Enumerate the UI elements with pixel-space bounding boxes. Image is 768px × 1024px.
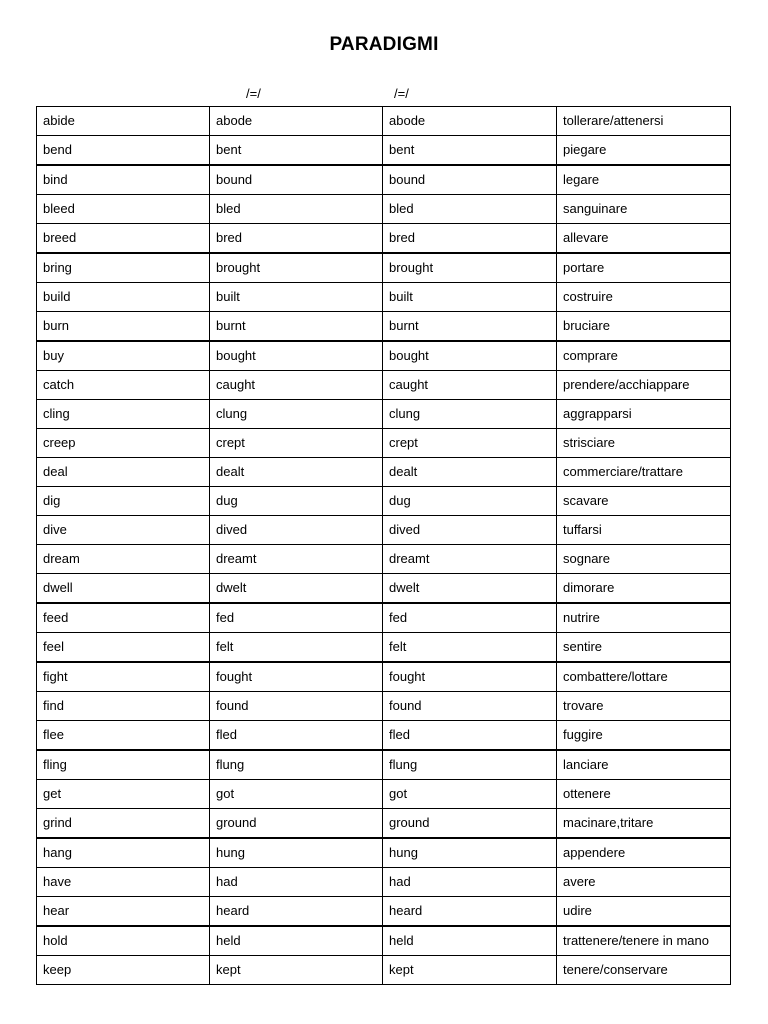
cell-translation: portare [557, 253, 731, 283]
cell-base-form: build [37, 283, 210, 312]
cell-base-form: feed [37, 603, 210, 633]
table-row [37, 780, 731, 809]
cell-past-simple: dreamt [210, 545, 383, 574]
cell-base-form: bring [37, 253, 210, 283]
cell-translation: tollerare/attenersi [557, 107, 731, 136]
cell-translation: udire [557, 897, 731, 927]
table-row [37, 838, 731, 868]
verb-table-body [37, 107, 731, 985]
cell-past-simple: dwelt [210, 574, 383, 604]
cell-past-participle: flung [383, 750, 557, 780]
cell-translation: macinare,tritare [557, 809, 731, 839]
cell-translation: costruire [557, 283, 731, 312]
cell-past-participle: dreamt [383, 545, 557, 574]
cell-past-participle: dived [383, 516, 557, 545]
table-row [37, 283, 731, 312]
column-marker-past: /=/ [246, 86, 261, 101]
table-row [37, 721, 731, 751]
cell-past-participle: burnt [383, 312, 557, 342]
table-row [37, 195, 731, 224]
cell-past-participle: bought [383, 341, 557, 371]
cell-past-simple: dived [210, 516, 383, 545]
cell-base-form: bind [37, 165, 210, 195]
cell-past-participle: bound [383, 165, 557, 195]
table-row [37, 487, 731, 516]
table-row [37, 662, 731, 692]
cell-past-simple: brought [210, 253, 383, 283]
cell-past-simple: bred [210, 224, 383, 254]
cell-past-simple: dug [210, 487, 383, 516]
cell-translation: appendere [557, 838, 731, 868]
cell-base-form: dream [37, 545, 210, 574]
table-row [37, 107, 731, 136]
cell-base-form: cling [37, 400, 210, 429]
table-row [37, 545, 731, 574]
column-marker-participle: /=/ [394, 86, 409, 101]
cell-past-simple: fought [210, 662, 383, 692]
cell-translation: piegare [557, 136, 731, 166]
cell-past-participle: bred [383, 224, 557, 254]
cell-translation: trattenere/tenere in mano [557, 926, 731, 956]
cell-past-participle: felt [383, 633, 557, 663]
table-row [37, 897, 731, 927]
cell-past-participle: bent [383, 136, 557, 166]
table-row [37, 312, 731, 342]
cell-past-simple: bought [210, 341, 383, 371]
cell-translation: tenere/conservare [557, 956, 731, 985]
cell-translation: aggrapparsi [557, 400, 731, 429]
cell-base-form: keep [37, 956, 210, 985]
cell-past-participle: dealt [383, 458, 557, 487]
cell-translation: trovare [557, 692, 731, 721]
cell-past-participle: dwelt [383, 574, 557, 604]
cell-past-simple: found [210, 692, 383, 721]
table-row [37, 165, 731, 195]
cell-translation: allevare [557, 224, 731, 254]
cell-translation: dimorare [557, 574, 731, 604]
cell-base-form: bend [37, 136, 210, 166]
cell-past-simple: had [210, 868, 383, 897]
cell-past-participle: bled [383, 195, 557, 224]
cell-past-participle: held [383, 926, 557, 956]
cell-past-participle: caught [383, 371, 557, 400]
cell-past-participle: brought [383, 253, 557, 283]
cell-base-form: catch [37, 371, 210, 400]
table-row [37, 136, 731, 166]
cell-translation: nutrire [557, 603, 731, 633]
cell-base-form: hear [37, 897, 210, 927]
cell-past-simple: heard [210, 897, 383, 927]
cell-base-form: fling [37, 750, 210, 780]
cell-translation: commerciare/trattare [557, 458, 731, 487]
cell-past-simple: fed [210, 603, 383, 633]
cell-base-form: breed [37, 224, 210, 254]
cell-past-participle: kept [383, 956, 557, 985]
cell-past-simple: dealt [210, 458, 383, 487]
cell-past-participle: built [383, 283, 557, 312]
cell-base-form: flee [37, 721, 210, 751]
cell-translation: avere [557, 868, 731, 897]
cell-translation: prendere/acchiappare [557, 371, 731, 400]
cell-translation: bruciare [557, 312, 731, 342]
cell-base-form: find [37, 692, 210, 721]
cell-base-form: dig [37, 487, 210, 516]
cell-translation: scavare [557, 487, 731, 516]
cell-past-participle: clung [383, 400, 557, 429]
cell-past-simple: fled [210, 721, 383, 751]
cell-translation: strisciare [557, 429, 731, 458]
table-row [37, 400, 731, 429]
cell-past-participle: found [383, 692, 557, 721]
cell-past-participle: hung [383, 838, 557, 868]
table-row [37, 633, 731, 663]
cell-past-simple: burnt [210, 312, 383, 342]
cell-translation: legare [557, 165, 731, 195]
cell-past-simple: built [210, 283, 383, 312]
cell-translation: sentire [557, 633, 731, 663]
table-row [37, 692, 731, 721]
cell-base-form: burn [37, 312, 210, 342]
cell-past-participle: got [383, 780, 557, 809]
table-row [37, 429, 731, 458]
cell-past-participle: dug [383, 487, 557, 516]
cell-base-form: dive [37, 516, 210, 545]
table-row [37, 926, 731, 956]
cell-base-form: have [37, 868, 210, 897]
cell-base-form: hang [37, 838, 210, 868]
cell-past-participle: fed [383, 603, 557, 633]
cell-past-simple: hung [210, 838, 383, 868]
table-row [37, 809, 731, 839]
table-row [37, 603, 731, 633]
cell-base-form: get [37, 780, 210, 809]
cell-base-form: abide [37, 107, 210, 136]
cell-past-simple: bound [210, 165, 383, 195]
cell-past-participle: abode [383, 107, 557, 136]
cell-past-simple: clung [210, 400, 383, 429]
cell-base-form: bleed [37, 195, 210, 224]
cell-base-form: dwell [37, 574, 210, 604]
cell-past-simple: bent [210, 136, 383, 166]
page-title: PARADIGMI [329, 34, 439, 55]
cell-base-form: fight [37, 662, 210, 692]
cell-past-participle: fought [383, 662, 557, 692]
cell-past-simple: caught [210, 371, 383, 400]
table-row [37, 868, 731, 897]
cell-past-participle: heard [383, 897, 557, 927]
cell-base-form: hold [37, 926, 210, 956]
cell-past-simple: kept [210, 956, 383, 985]
cell-base-form: grind [37, 809, 210, 839]
table-row [37, 371, 731, 400]
cell-past-simple: ground [210, 809, 383, 839]
cell-base-form: deal [37, 458, 210, 487]
cell-past-simple: abode [210, 107, 383, 136]
cell-past-simple: held [210, 926, 383, 956]
cell-base-form: buy [37, 341, 210, 371]
cell-past-simple: crept [210, 429, 383, 458]
cell-translation: tuffarsi [557, 516, 731, 545]
cell-past-participle: crept [383, 429, 557, 458]
cell-translation: lanciare [557, 750, 731, 780]
table-row [37, 956, 731, 985]
cell-past-participle: ground [383, 809, 557, 839]
cell-past-simple: got [210, 780, 383, 809]
table-row [37, 253, 731, 283]
cell-past-participle: fled [383, 721, 557, 751]
table-row [37, 224, 731, 254]
cell-translation: sanguinare [557, 195, 731, 224]
cell-past-simple: bled [210, 195, 383, 224]
cell-past-participle: had [383, 868, 557, 897]
cell-translation: sognare [557, 545, 731, 574]
cell-past-simple: flung [210, 750, 383, 780]
table-row [37, 341, 731, 371]
table-row [37, 516, 731, 545]
table-row [37, 574, 731, 604]
table-row [37, 750, 731, 780]
verb-paradigm-table [36, 106, 731, 985]
cell-translation: ottenere [557, 780, 731, 809]
cell-base-form: feel [37, 633, 210, 663]
cell-base-form: creep [37, 429, 210, 458]
cell-translation: fuggire [557, 721, 731, 751]
cell-translation: comprare [557, 341, 731, 371]
table-row [37, 458, 731, 487]
cell-past-simple: felt [210, 633, 383, 663]
cell-translation: combattere/lottare [557, 662, 731, 692]
